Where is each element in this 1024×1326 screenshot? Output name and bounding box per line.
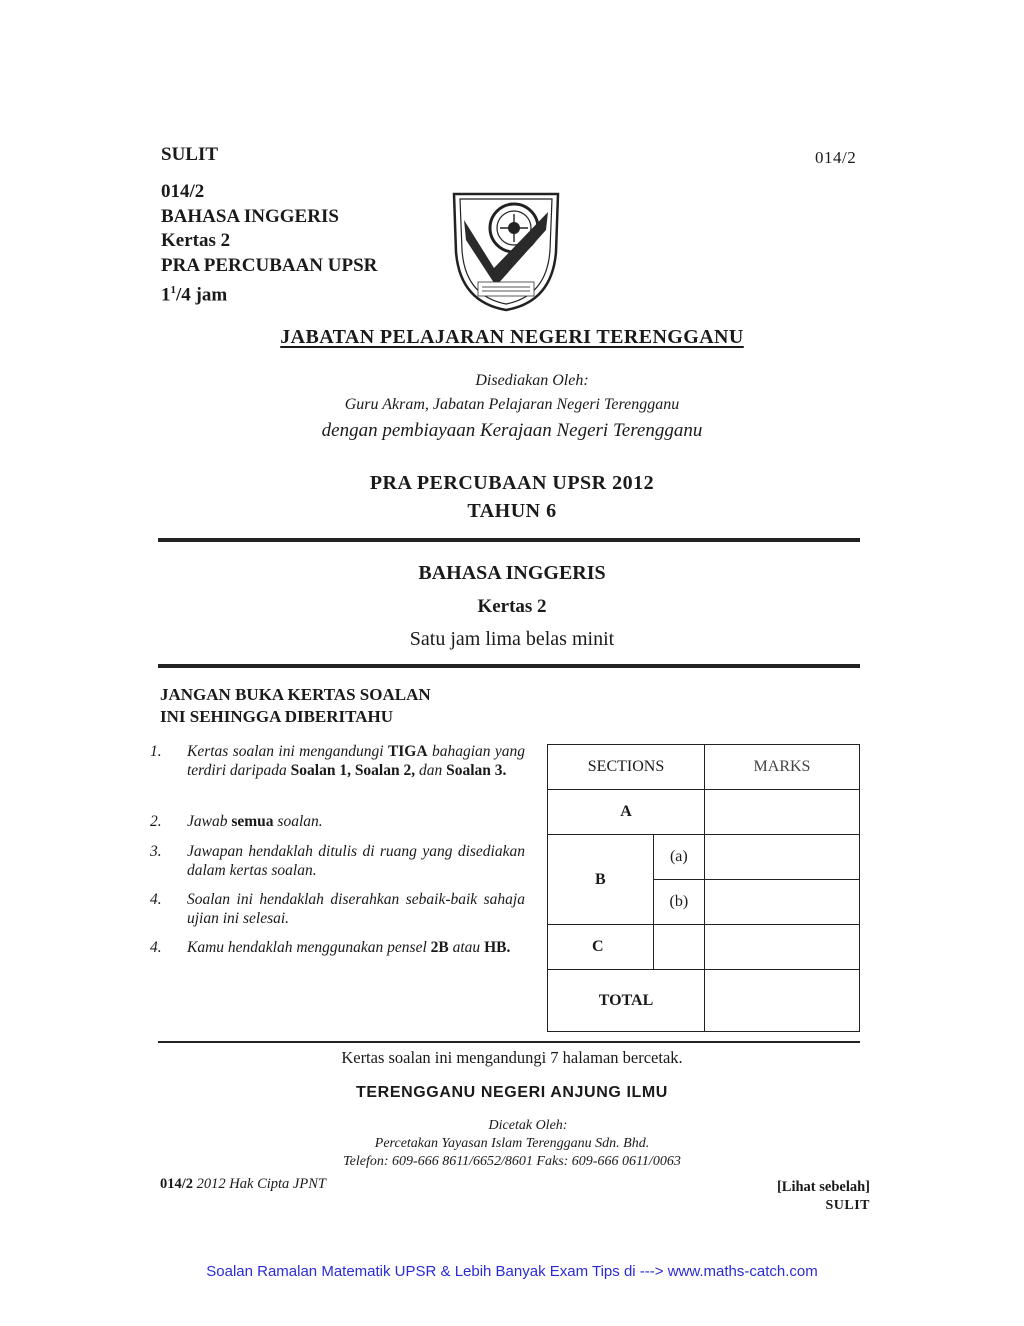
subject-name: BAHASA INGGERIS [161, 205, 339, 227]
paper-code: 014/2 [161, 181, 205, 202]
section-c-cell: C [548, 925, 654, 970]
instruction-1: 1. Kertas soalan ini mengandungi TIGA bahagian yang terdiri daripada Soalan 1, Soalan 2, dan Soalan 3. [150, 743, 526, 779]
instruction-4: 4. Soalan ini hendaklah diserahkan sebaik-baik sahaja ujian ini selesai. [150, 891, 525, 927]
subject-title: BAHASA INGGERIS [418, 562, 606, 584]
printer-name: Percetakan Yayasan Islam Terengganu Sdn. Bhd. [374, 1136, 650, 1151]
prepared-by-name: Guru Akram, Jabatan Pelajaran Negeri Terengganu [344, 396, 680, 413]
duration: $1^1/4$ jam [161, 284, 228, 306]
section-b-a-marks [705, 835, 860, 880]
paper-title: Kertas 2 [477, 596, 547, 617]
section-a-marks [705, 790, 860, 835]
printed-by-label: Dicetak Oleh: [488, 1118, 568, 1133]
section-c-marks [705, 925, 860, 970]
prepared-by-label: Disediakan Oleh: [475, 372, 589, 389]
total-cell: TOTAL [548, 970, 705, 1032]
maths-catch-link[interactable]: Soalan Ramalan Matematik UPSR & Lebih Banyak Exam Tips di ---> www.maths-catch.com [206, 1263, 818, 1280]
section-b-b-marks [705, 880, 860, 925]
marks-table [547, 744, 860, 1032]
section-b-cell: B [548, 835, 654, 925]
header-block [161, 180, 377, 308]
instruction-5: 4. Kamu hendaklah menggunakan pensel 2B atau HB. [150, 939, 511, 956]
marks-header: MARKS [705, 745, 860, 790]
divider-top [158, 538, 860, 542]
sulit-label-top: SULIT [161, 144, 219, 165]
see-next-page: [Lihat sebelah] [776, 1179, 870, 1195]
section-b-a-cell: (a) [653, 835, 704, 880]
copyright-line: 014/2 2012 Hak Cipta JPNT [160, 1176, 326, 1192]
section-c-blank [653, 925, 704, 970]
page-count-note: Kertas soalan ini mengandungi 7 halaman bercetak. [341, 1048, 683, 1067]
section-b-b-cell: (b) [653, 880, 704, 925]
year-title: TAHUN 6 [467, 500, 557, 522]
do-not-open-warning: JANGAN BUKA KERTAS SOALAN INI SEHINGGA DIBERITAHU [160, 685, 431, 726]
paper-code-right: 014/2 [815, 148, 857, 167]
exam-title: PRA PERCUBAAN UPSR 2012 [369, 472, 655, 494]
instruction-3: 3. Jawapan hendaklah ditulis di ruang yang disediakan dalam kertas soalan. [150, 843, 525, 879]
divider-bottom [158, 1041, 860, 1043]
instruction-2: 2. Jawab semua soalan. [150, 813, 323, 830]
state-motto: TERENGGANU NEGERI ANJUNG ILMU [356, 1084, 668, 1101]
sections-header: SECTIONS [548, 745, 705, 790]
duration-words: Satu jam lima belas minit [409, 628, 615, 650]
funding-note: dengan pembiayaan Kerajaan Negeri Terengganu [321, 420, 703, 441]
exam-name: PRA PERCUBAAN UPSR [161, 254, 378, 276]
total-marks [705, 970, 860, 1032]
department-title: JABATAN PELAJARAN NEGERI TERENGGANU [280, 326, 744, 348]
jpnt-crest-logo [448, 190, 564, 314]
sulit-label-bottom: SULIT [825, 1198, 870, 1213]
divider-middle [158, 664, 860, 668]
paper-number: Kertas 2 [161, 230, 231, 251]
section-a-cell: A [548, 790, 705, 835]
printer-contact: Telefon: 609-666 8611/6652/8601 Faks: 609-666 0611/0063 [343, 1154, 681, 1169]
